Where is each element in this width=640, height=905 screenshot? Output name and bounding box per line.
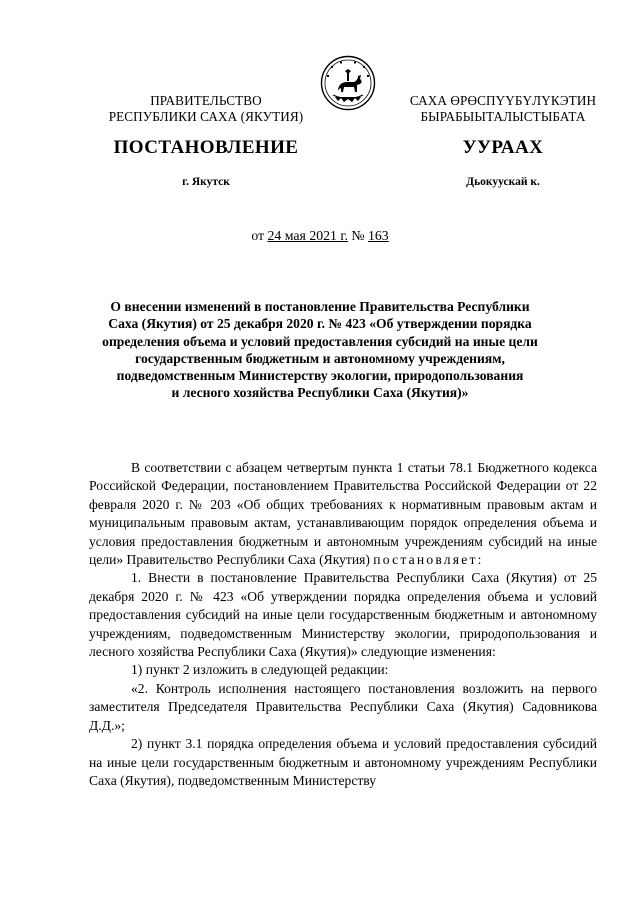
title-line: Саха (Якутия) от 25 декабря 2020 г. № 423 «Об утверждении порядка [108, 316, 532, 332]
paragraph-subitem-2: 2) пункт 3.1 порядка определения объема и условий предоставления субсидий на иные цели государственным бюджетным и автономному учреждениям Республики Саха (Якутия), подведомственным Министерству [89, 736, 597, 788]
document-dateline [160, 228, 480, 244]
doctype-sah: УУРААХ [462, 137, 544, 158]
issuer-sah-line1: САХА ӨРӨСПҮҮБҮЛҮКЭТИН [409, 93, 597, 108]
city-sah: Дьокуускай к. [466, 176, 540, 188]
title-line: государственным бюджетным и автономному учреждениям, [135, 350, 505, 366]
number-label: № [347, 228, 368, 243]
title-line: и лесного хозяйства Республики Саха (Якутия)» [171, 385, 469, 401]
doctype-ru: ПОСТАНОВЛЕНИЕ [113, 137, 299, 158]
title-line: О внесении изменений в постановление Правительства Республики [110, 299, 530, 314]
title-line: подведомственным Министерству экологии, природопользования [116, 368, 524, 384]
document-body [89, 459, 597, 790]
issuer-sah-line2: БЫРАБЫЫТАЛЫСТЫБАТА [420, 109, 586, 124]
issuer-ru [96, 93, 316, 125]
coat-of-arms-icon [320, 55, 376, 111]
issuer-ru-line1: ПРАВИТЕЛЬСТВО [150, 93, 262, 108]
document-title [100, 298, 540, 402]
dateline-prefix: от [251, 228, 268, 243]
document-number: 163 [367, 228, 389, 243]
issuer-ru-line2: РЕСПУБЛИКИ САХА (ЯКУТИЯ) [108, 109, 304, 124]
paragraph-preamble [89, 459, 597, 569]
preamble-text: В соответствии с абзацем четвертым пункта 1 статьи 78.1 Бюджетного кодекса Российской Федерации, постановлением Правительства Российской Федерации от 22 февраля 2020 г. № 203 «Об общих требованиях к нормативным правовым актам и муниципальным правовым актам, устанавливающим порядок определения объема и условия предоставления бюджетным и автономным учреждениям субсидий на иные цели» Правительство Республики Саха (Якутия) [89, 460, 597, 568]
paragraph-subitem-1: 1) пункт 2 изложить в следующей редакции: [131, 662, 389, 678]
paragraph-new-wording: «2. Контроль исполнения настоящего постановления возложить на первого заместителя Председателя Правительства Республики Саха (Якутия) Садовникова Д.Д.»; [89, 680, 597, 733]
paragraph-item-1: 1. Внести в постановление Правительства Республики Саха (Якутия) от 25 декабря 2020 г. № 423 «Об утверждении порядка определения объема и условий предоставления субсидий на иные цели государственным бюджетным и автономному учреждениям, подведомственным Министерству экологии, природопользования и лесного хозяйства Республики Саха (Якутия)» следующие изменения: [89, 570, 597, 660]
document-date: 24 мая 2021 г. [267, 228, 348, 243]
issuer-sah [398, 93, 608, 125]
decree-verb: постановляет: [373, 552, 484, 568]
city-ru: г. Якутск [182, 176, 230, 188]
title-line: определения объема и условий предоставления субсидий на иные цели [102, 333, 538, 349]
